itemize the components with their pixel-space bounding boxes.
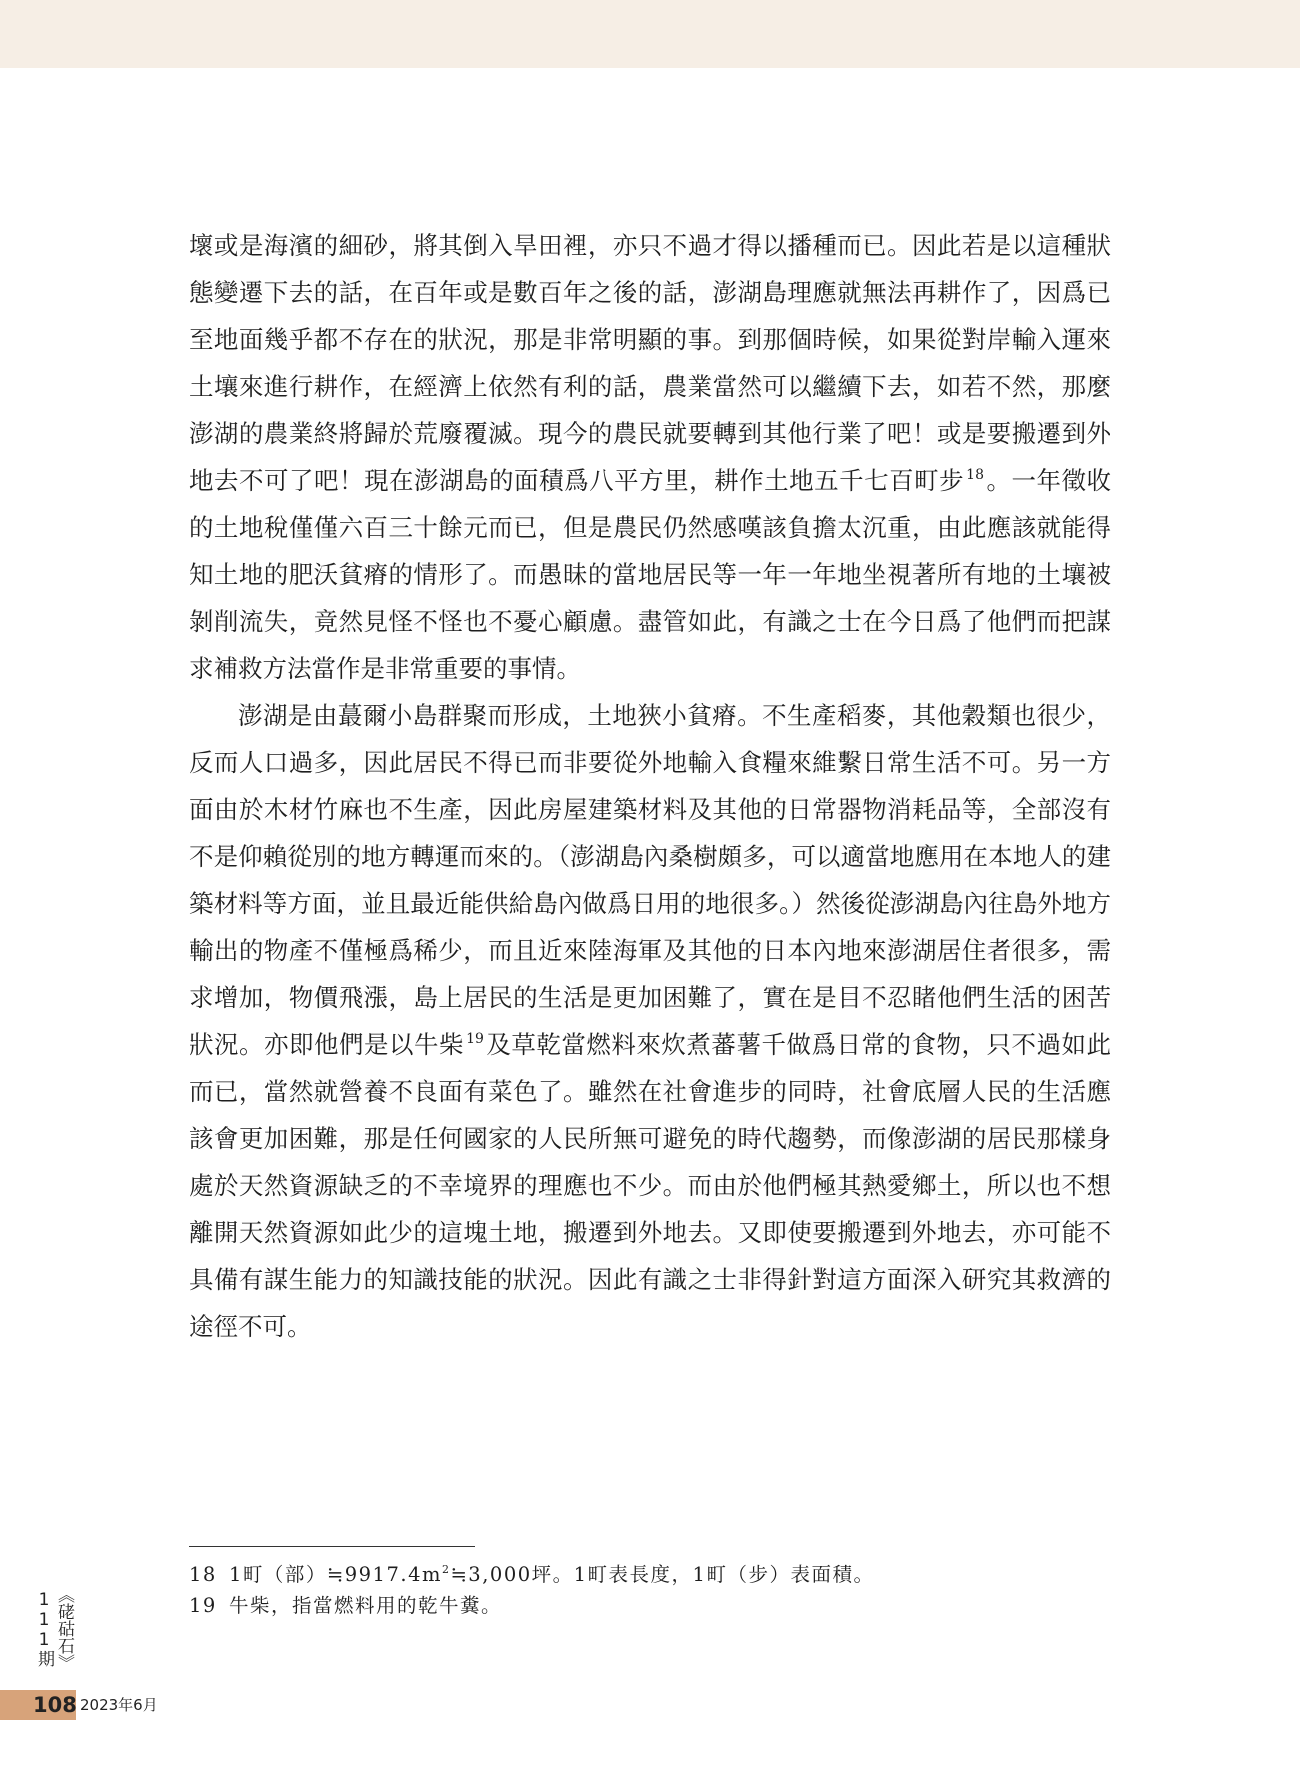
footnote-ref-19[interactable]: 19 [466, 1031, 484, 1047]
paragraph-2 [189, 692, 1111, 1350]
paragraph-1-text-a: 壞或是海濱的細砂，將其倒入旱田裡，亦只不過才得以播種而已。因此若是以這種狀態變遷下去的話，在百年或是數百年之後的話，澎湖島理應就無法再耕作了，因爲已至地面幾乎都不存在的狀況，那是非常明顯的事。到那個時候，如果從對岸輸入運來土壤來進行耕作，在經濟上依然有利的話，農業當然可以繼續下去，如若不然，那麼澎湖的農業終將歸於荒廢覆滅。現今的農民就要轉到其他行業了吧！或是要搬遷到外地去不可了吧！現在澎湖島的面積爲八平方里，耕作土地五千七百町步 [189, 231, 1111, 495]
top-decorative-band [0, 0, 1300, 68]
paragraph-1-text-b: 。一年徵收的土地稅僅僅六百三十餘元而已，但是農民仍然感嘆該負擔太沉重，由此應該就能得知土地的肥沃貧瘠的情形了。而愚昧的當地居民等一年一年地坐視著所有地的土壤被剝削流失，竟然見怪不怪也不憂心顧慮。盡管如此，有識之士在今日爲了他們而把謀求補救方法當作是非常重要的事情。 [189, 466, 1112, 683]
footnote-divider [189, 1546, 475, 1547]
publication-title: 《硓𥑮石》111期 [34, 1585, 74, 1671]
superscript: 2 [441, 1563, 451, 1576]
footnote-text: 牛柴，指當燃料用的乾牛糞。 [229, 1594, 503, 1617]
paragraph-2-text-b: 及草乾當燃料來炊煮蕃薯千做爲日常的食物，只不過如此而已，當然就營養不良面有菜色了。雖然在社會進步的同時，社會底層人民的生活應該會更加困難，那是任何國家的人民所無可避免的時代趨勢，而像澎湖的居民那樣身處於天然資源缺乏的不幸境界的理應也不少。而由於他們極其熱愛鄉土，所以也不想離開天然資源如此少的這塊土地，搬遷到外地去。又即使要搬遷到外地去，亦可能不具備有謀生能力的知識技能的狀況。因此有識之士非得針對這方面深入研究其救濟的途徑不可。 [189, 1030, 1112, 1341]
footnote-ref-18[interactable]: 18 [966, 467, 984, 483]
footnote-18 [189, 1559, 1089, 1590]
footnote-number: 18 [189, 1563, 217, 1586]
footnote-number: 19 [189, 1594, 217, 1617]
footnote-19 [189, 1590, 1089, 1621]
paragraph-2-text-a: 澎湖是由蕞爾小島群聚而形成，土地狹小貧瘠。不生產稻麥，其他穀類也很少，反而人口過多，因此居民不得已而非要從外地輸入食糧來維繫日常生活不可。另一方面由於木材竹麻也不生產，因此房屋建築材料及其他的日常器物消耗品等，全部沒有不是仰賴從別的地方轉運而來的。（澎湖島內桑樹頗多，可以適當地應用在本地人的建築材料等方面，並且最近能供給島內做爲日用的地很多。）然後從澎湖島內往島外地方輸出的物產不僅極爲稀少，而且近來陸海軍及其他的日本內地來澎湖居住者很多，需求增加，物價飛漲，島上居民的生活是更加困難了，實在是目不忍睹他們生活的困苦狀況。亦即他們是以牛柴 [189, 701, 1111, 1059]
page-number: 108 [33, 1693, 77, 1717]
issue-date: 2023年6月 [80, 1696, 158, 1714]
footnote-text-continued: ≒3,000坪。1町表長度，1町（步）表面積。 [450, 1563, 875, 1586]
article-body [189, 222, 1111, 1350]
footnotes [189, 1559, 1089, 1621]
footnote-text: 1町（部）≒9917.4m [229, 1563, 442, 1586]
paragraph-1 [189, 222, 1111, 692]
